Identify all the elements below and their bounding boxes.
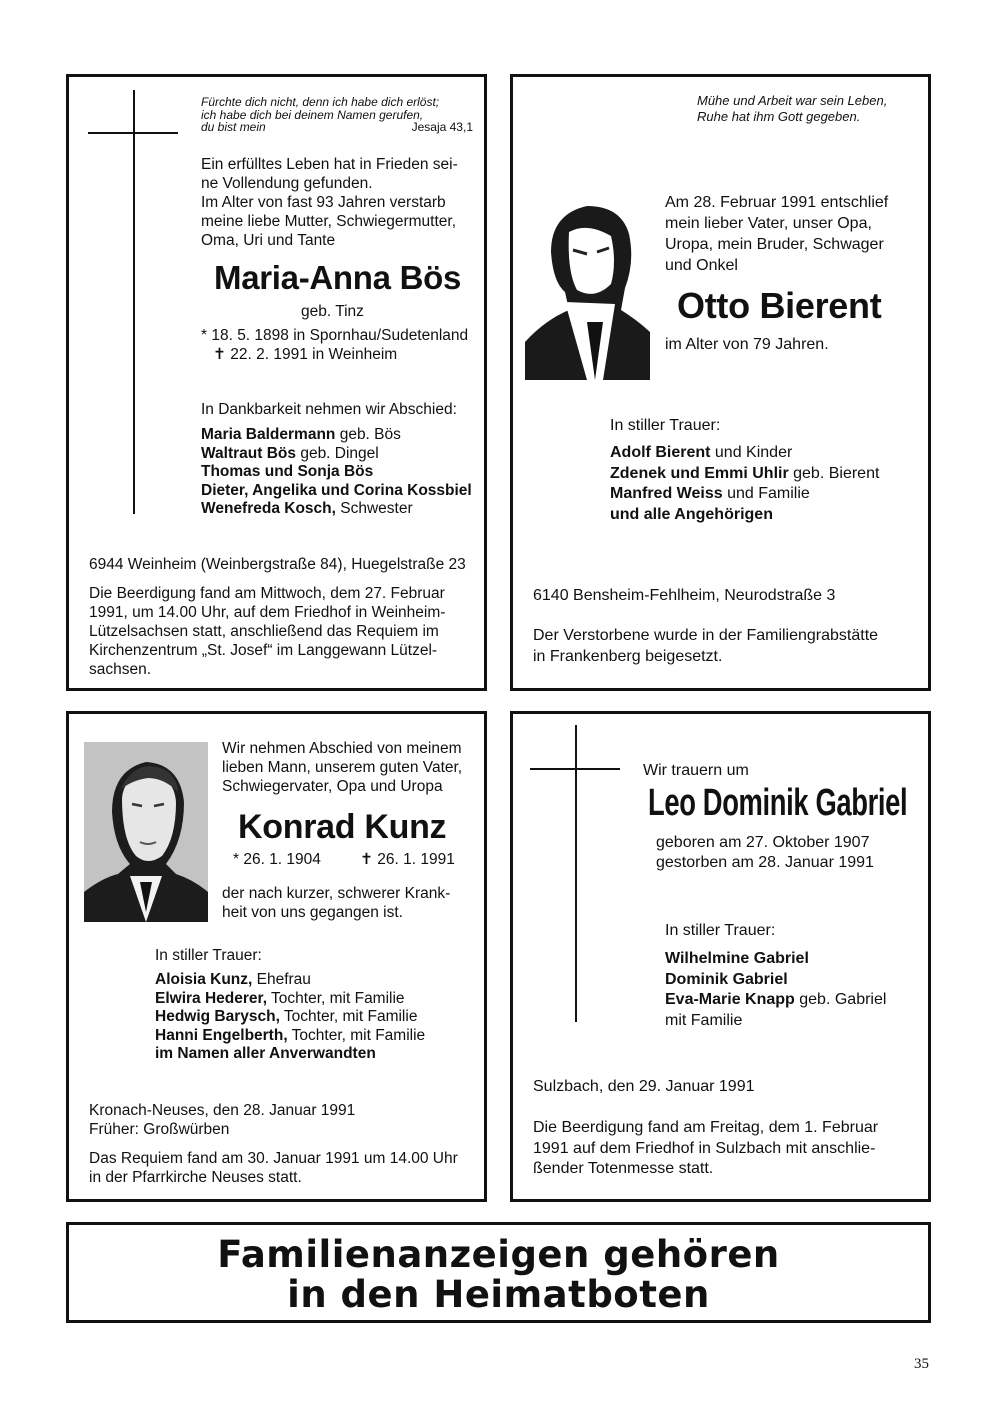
address: 6140 Bensheim-Fehlheim, Neurodstraße 3 xyxy=(533,587,836,604)
death-info: ✝ 26. 1. 1991 xyxy=(360,851,455,868)
requiem-text: Das Requiem fand am 30. Januar 1991 um 14.00 Uhr in der Pfarrkirche Neuses statt. xyxy=(89,1150,458,1186)
cross-horizontal xyxy=(530,768,620,770)
farewell-text: In Dankbarkeit nehmen wir Abschied: xyxy=(201,401,457,418)
deceased-name: Maria-Anna Bös xyxy=(214,259,462,296)
deceased-name: Konrad Kunz xyxy=(238,808,447,846)
mourning-label: In stiller Trauer: xyxy=(665,922,776,939)
banner-line-1: Familienanzeigen gehören xyxy=(217,1233,780,1276)
place-text: Kronach-Neuses, den 28. Januar 1991 Früher: Großwürben xyxy=(89,1102,356,1138)
portrait-image xyxy=(84,742,208,922)
cross-vertical xyxy=(133,90,135,514)
birth-info: * 18. 5. 1898 in Spornhau/Sudetenland xyxy=(201,327,469,344)
portrait-photo xyxy=(525,192,650,380)
intro-text: Wir nehmen Abschied von meinem lieben Mann, unserem guten Vater, Schwiegervater, Opa und Uropa xyxy=(222,740,463,795)
burial-text: Der Verstorbene wurde in der Familiengrabstätte in Frankenberg beigesetzt. xyxy=(533,627,879,665)
intro-text: Ein erfülltes Leben hat in Frieden sei- ne Vollendung gefunden. Im Alter von fast 93 Jahren verstarb meine liebe Mutter, Schwiegermutter, Oma, Uri und Tante xyxy=(201,156,458,249)
cross-vertical xyxy=(575,725,577,1022)
cross-horizontal xyxy=(88,132,178,134)
advert-banner xyxy=(66,1222,931,1323)
death-info: ✝ 22. 2. 1991 in Weinheim xyxy=(213,346,398,363)
illness-text: der nach kurzer, schwerer Krank- heit von uns gegangen ist. xyxy=(222,885,451,921)
page-number: 35 xyxy=(914,1356,929,1372)
mourning-label: In stiller Trauer: xyxy=(155,947,262,964)
mourners-list: Maria Baldermann geb. Bös Waltraut Bös geb. Dingel Thomas und Sonja Bös Dieter, Angelika und Corina Kossbiel Wenefreda Kosch, Schwester xyxy=(201,426,472,517)
address: 6944 Weinheim (Weinbergstraße 84), Huegelstraße 23 xyxy=(89,556,466,573)
intro-text: Am 28. Februar 1991 entschlief mein lieber Vater, unser Opa, Uropa, mein Bruder, Schwager und Onkel xyxy=(665,194,889,274)
mourning-label: In stiller Trauer: xyxy=(610,417,721,434)
verse: Fürchte dich nicht, denn ich habe dich erlöst; ich habe dich bei deinem Namen gerufen, du bist mein Jesaja 43,1 xyxy=(201,95,473,134)
funeral-text: Die Beerdigung fand am Mittwoch, dem 27. Februar 1991, um 14.00 Uhr, auf dem Friedhof in Weinheim- Lützelsachsen statt, anschließend das Requiem im Kirchenzentrum „St. Josef“ im Langgewann Lützel- sachsen. xyxy=(89,585,446,678)
intro-text: Wir trauern um xyxy=(643,762,749,779)
birth-info: geboren am 27. Oktober 1907 xyxy=(656,834,870,851)
age-info: im Alter von 79 Jahren. xyxy=(665,336,829,353)
funeral-text: Die Beerdigung fand am Freitag, dem 1. Februar 1991 auf dem Friedhof in Sulzbach mit anschlie- ßender Totenmesse statt. xyxy=(533,1119,879,1177)
birth-info: * 26. 1. 1904 xyxy=(233,851,321,868)
mourners-list: Adolf Bierent und Kinder Zdenek und Emmi Uhlir geb. Bierent Manfred Weiss und Familie und alle Angehörigen xyxy=(610,444,880,523)
portrait-image xyxy=(525,192,650,380)
place-text: Sulzbach, den 29. Januar 1991 xyxy=(533,1078,755,1095)
mourners-list: Wilhelmine Gabriel Dominik Gabriel Eva-Marie Knapp geb. Gabriel mit Familie xyxy=(665,950,887,1029)
death-info: gestorben am 28. Januar 1991 xyxy=(656,854,874,871)
maiden-name: geb. Tinz xyxy=(301,303,364,320)
portrait-photo xyxy=(84,742,208,922)
banner-line-2: in den Heimatboten xyxy=(287,1273,710,1316)
deceased-name: Leo Dominik Gabriel xyxy=(648,782,908,824)
deceased-name: Otto Bierent xyxy=(677,285,882,326)
mourners-list: Aloisia Kunz, Ehefrau Elwira Hederer, Tochter, mit Familie Hedwig Barysch, Tochter, mit Familie Hanni Engelberth, Tochter, mit Familie im Namen aller Anverwandten xyxy=(155,971,426,1063)
verse: Mühe und Arbeit war sein Leben, Ruhe hat ihm Gott gegeben. xyxy=(697,93,888,124)
